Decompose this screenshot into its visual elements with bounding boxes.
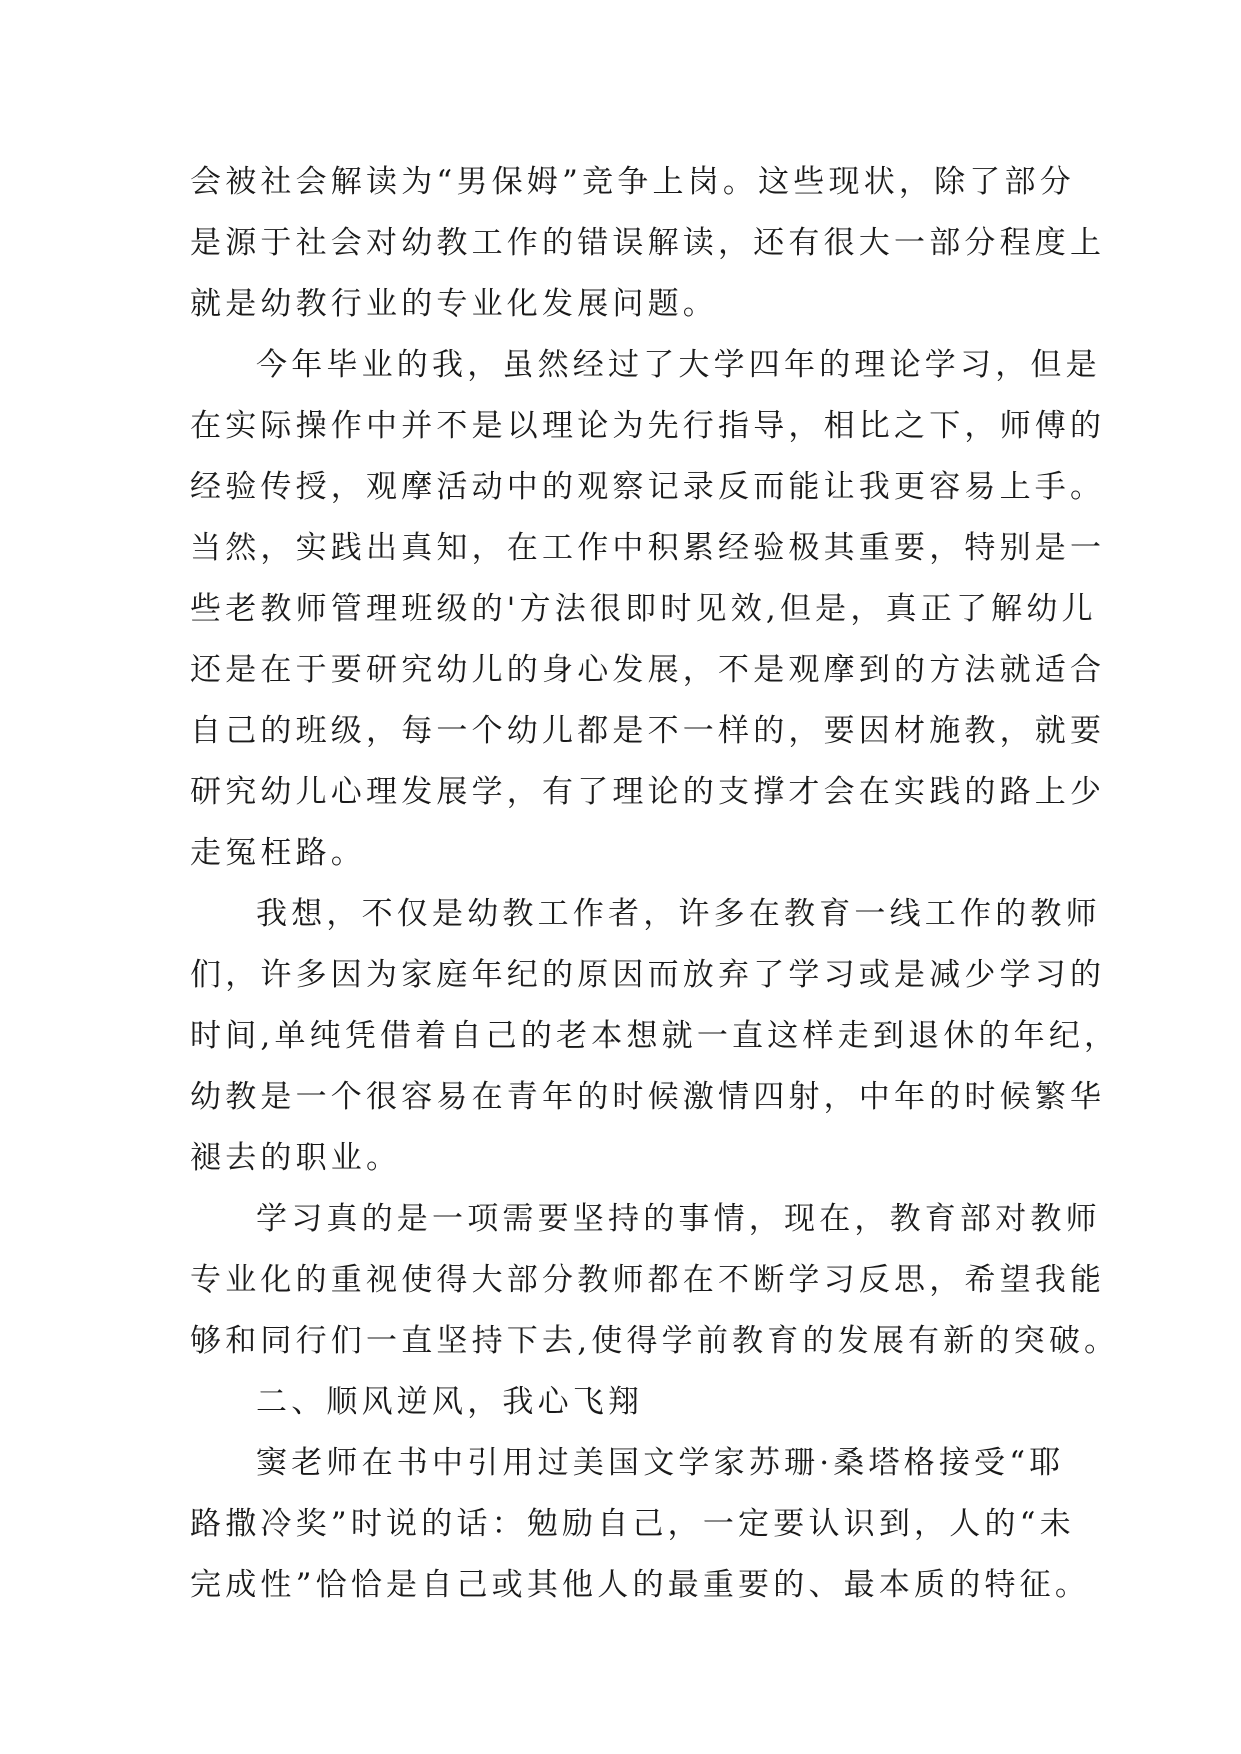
- text-line: 在实际操作中并不是以理论为先行指导，相比之下，师傅的: [190, 408, 1106, 444]
- text-line: 褪去的职业。: [190, 1140, 402, 1176]
- paragraph-first-line: 我想，不仅是幼教工作者，许多在教育一线工作的教师: [256, 896, 1101, 932]
- paragraph-first-line: 学习真的是一项需要坚持的事情，现在，教育部对教师: [256, 1201, 1101, 1237]
- text-line: 是源于社会对幼教工作的错误解读，还有很大一部分程度上: [190, 225, 1106, 261]
- paragraph-first-line: 今年毕业的我，虽然经过了大学四年的理论学习，但是: [256, 347, 1101, 383]
- text-line: 就是幼教行业的专业化发展问题。: [190, 286, 718, 322]
- text-line: 还是在于要研究幼儿的身心发展，不是观摩到的方法就适合: [190, 652, 1106, 688]
- paragraph-first-line: 窦老师在书中引用过美国文学家苏珊·桑塔格接受“耶: [256, 1445, 1065, 1481]
- text-line: 研究幼儿心理发展学，有了理论的支撑才会在实践的路上少: [190, 774, 1106, 810]
- text-line: 幼教是一个很容易在青年的时候激情四射，中年的时候繁华: [190, 1079, 1106, 1115]
- text-line: 些老教师管理班级的'方法很即时见效,但是，真正了解幼儿: [190, 591, 1097, 627]
- section-heading: 二、顺风逆风，我心飞翔: [256, 1384, 644, 1420]
- text-line: 路撒冷奖”时说的话：勉励自己，一定要认识到，人的“未: [190, 1506, 1075, 1542]
- text-line: 会被社会解读为“男保姆”竞争上岗。这些现状，除了部分: [190, 164, 1075, 200]
- text-line: 们，许多因为家庭年纪的原因而放弃了学习或是减少学习的: [190, 957, 1106, 993]
- text-line: 专业化的重视使得大部分教师都在不断学习反思，希望我能: [190, 1262, 1106, 1298]
- text-line: 经验传授，观摩活动中的观察记录反而能让我更容易上手。: [190, 469, 1106, 505]
- text-line: 走冤枉路。: [190, 835, 366, 871]
- text-line: 时间,单纯凭借着自己的老本想就一直这样走到退休的年纪，: [190, 1018, 1120, 1054]
- text-line: 够和同行们一直坚持下去,使得学前教育的发展有新的突破。: [190, 1323, 1120, 1359]
- text-line: 当然，实践出真知，在工作中积累经验极其重要，特别是一: [190, 530, 1106, 566]
- text-line: 自己的班级，每一个幼儿都是不一样的，要因材施教，就要: [190, 713, 1106, 749]
- text-line: 完成性”恰恰是自己或其他人的最重要的、最本质的特征。: [190, 1567, 1091, 1603]
